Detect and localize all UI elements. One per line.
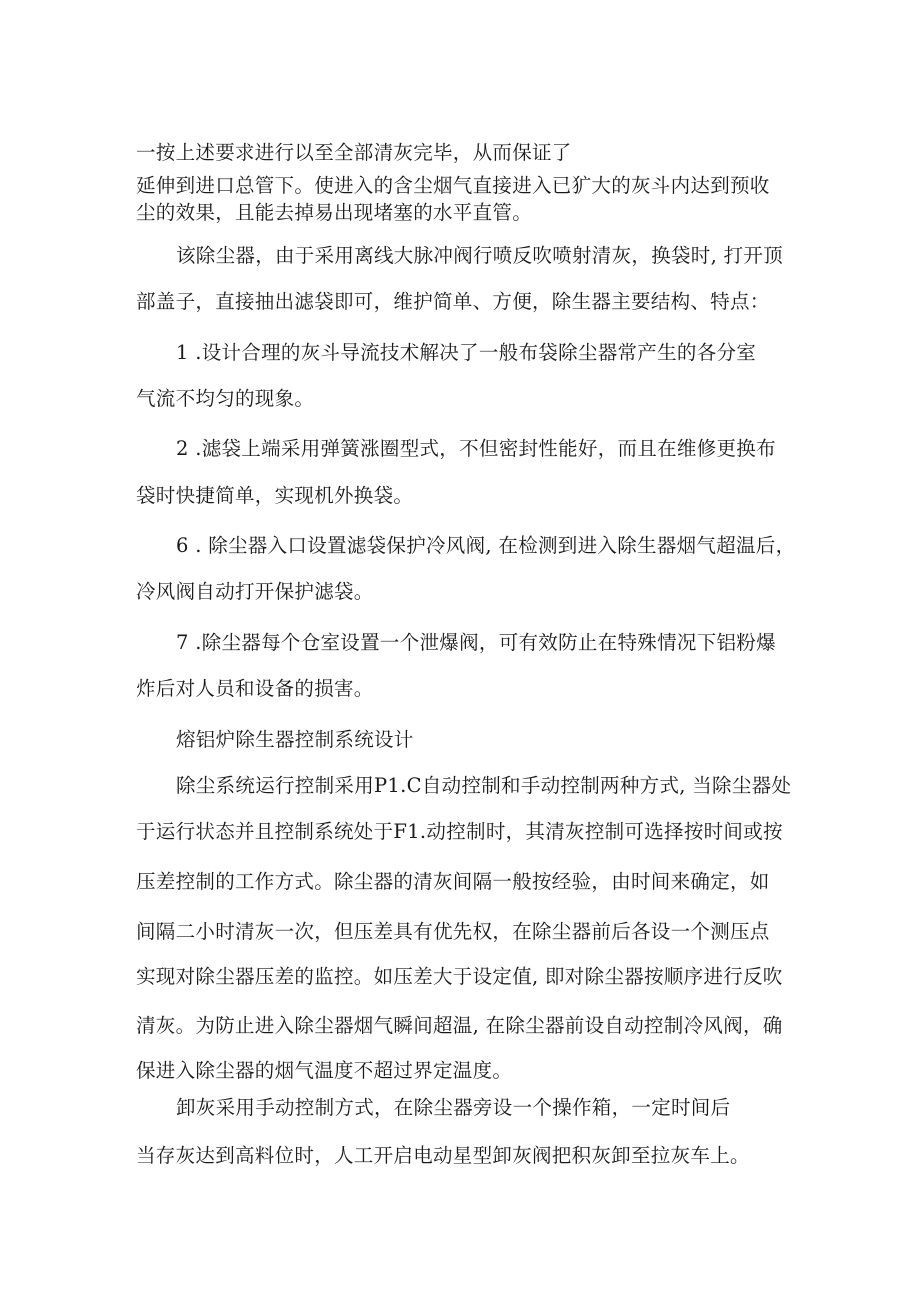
text-line: 炸后对人员和设备的损害。 <box>136 677 374 700</box>
text-line: 延伸到进口总管下。使进入的含尘烟气直接进入已犷大的灰斗内达到预收 <box>136 174 770 197</box>
text-line: 清灰。为防止进入除尘器烟气瞬间超温, 在除尘器前设自动控制冷风阀，确 <box>136 1014 783 1037</box>
text-line: 气流不均匀的现象。 <box>136 387 315 410</box>
list-item-text: 1 .设计合理的灰斗导流技术解决了一般布袋除尘器常产生的各分室 <box>176 341 757 364</box>
text-line: 部盖子，直接抽出滤袋即可，维护简单、方便，除生器主要结构、特点： <box>136 290 770 313</box>
text-line: 间隔二小时清灰一次，但压差具有优先权，在除尘器前后各设一个测压点 <box>136 920 770 943</box>
text-line: 袋时快捷简单，实现机外换袋。 <box>136 484 414 507</box>
text-line: 尘的效果，且能去掉易出现堵塞的水平直管。 <box>136 201 533 224</box>
text-line: 当存灰达到高料位时，人工开启电动星型卸灰阀把积灰卸至拉灰车上。 <box>136 1144 750 1167</box>
text-line: 该除尘器，由于采用离线大脉冲阀行喷反吹喷射清灰，换袋时, 打开顶 <box>176 244 783 267</box>
list-item-text: 7 .除尘器每个仓室设置一个泄爆阀，可有效防止在特殊情况下铝粉爆 <box>176 631 776 654</box>
text-line: 压差控制的工作方式。除尘器的清灰间隔一般按经验，由时间来确定，如 <box>136 870 770 893</box>
section-heading: 熔铝炉除生器控制系统设计 <box>176 728 414 751</box>
text-line: 冷风阀自动打开保护滤袋。 <box>136 580 374 603</box>
text-line: 卸灰采用手动控制方式，在除尘器旁设一个操作箱，一定时间后 <box>176 1096 731 1119</box>
text-line: 除尘系统运行控制采用P1.C自动控制和手动控制两种方式, 当除尘器处 <box>176 774 792 797</box>
list-item-text: 6 . 除尘器入口设置滤袋保护冷风阀, 在检测到进入除生器烟气超温后， <box>176 534 796 557</box>
text-line: 一按上述要求进行以至全部清灰完毕，从而保证了 <box>136 141 572 164</box>
text-line: 保进入除尘器的烟气温度不超过界定温度。 <box>136 1059 513 1082</box>
text-line: 实现对除尘器压差的监控。如压差大于设定值, 即对除尘器按顺序进行反吹 <box>136 965 783 988</box>
list-item-text: 2 .滤袋上端采用弹簧涨圈型式，不但密封性能好，而且在维修更换布 <box>176 437 776 460</box>
text-line: 于运行状态并且控制系统处于F1.动控制时，其清灰控制可选择按时间或按 <box>136 820 783 843</box>
